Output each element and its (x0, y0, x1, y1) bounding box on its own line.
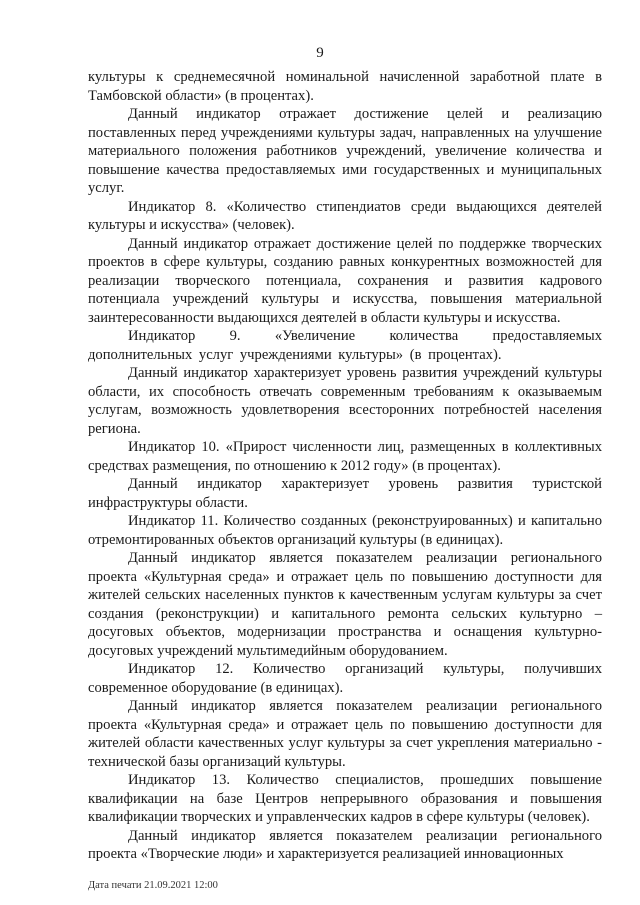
document-body (88, 68, 602, 864)
paragraph-indicator-9: Индикатор 9. «Увеличение количества предоставляемых дополнительных услуг учреждениями культуры» (в процентах). (88, 328, 602, 363)
paragraph-indicator-7-description: Данный индикатор отражает достижение целей и реализацию поставленных перед учреждениями культуры задач, направленных на улучшение материального положения работников учреждений, увеличение количества и повышение качества предоставляемых ими государственных и муниципальных услуг. (88, 106, 602, 196)
paragraph-indicator-13-description: Данный индикатор является показателем реализации регионального проекта «Творческие люди» и характеризуется реализацией инновационных (88, 827, 602, 862)
print-date-footer: Дата печати 21.09.2021 12:00 (88, 880, 218, 891)
paragraph-continuation: культуры к среднемесячной номинальной начисленной заработной плате в Тамбовской области» (в процентах). (88, 69, 602, 104)
paragraph-indicator-9-description: Данный индикатор характеризует уровень развития учреждений культуры области, их способность отвечать современным требованиям к оказываемым услугам, возможность удовлетворения всесторонних потребностей населения региона. (88, 365, 602, 437)
paragraph-indicator-8: Индикатор 8. «Количество стипендиатов среди выдающихся деятелей культуры и искусства» (человек). (88, 198, 602, 233)
paragraph-indicator-13: Индикатор 13. Количество специалистов, прошедших повышение квалификации на базе Центров непрерывного образования и повышения квалификации творческих и управленческих кадров в сфере культуры (человек). (88, 772, 602, 825)
paragraph-indicator-12: Индикатор 12. Количество организаций культуры, получивших современное оборудование (в единицах). (88, 661, 602, 696)
page-number: 9 (316, 45, 324, 61)
paragraph-indicator-10: Индикатор 10. «Прирост численности лиц, размещенных в коллективных средствах размещения, по отношению к 2012 году» (в процентах). (88, 439, 602, 474)
paragraph-indicator-8-description: Данный индикатор отражает достижение целей по поддержке творческих проектов в сфере культуры, созданию равных конкурентных возможностей для реализации творческого потенциала, сохранения и развития кадрового потенциала учреждений культуры и искусства, повышения материальной заинтересованности выдающихся деятелей в области культуры и искусства. (88, 235, 602, 326)
paragraph-indicator-12-description: Данный индикатор является показателем реализации регионального проекта «Культурная среда» и отражает цель по повышению доступности для жителей области качественных услуг культуры за счет укрепления материально - технической базы организаций культуры. (88, 698, 602, 770)
paragraph-indicator-10-description: Данный индикатор характеризует уровень развития туристской инфраструктуры области. (88, 476, 602, 511)
paragraph-indicator-11: Индикатор 11. Количество созданных (реконструированных) и капитально отремонтированных объектов организаций культуры (в единицах). (88, 513, 602, 548)
paragraph-indicator-11-description: Данный индикатор является показателем реализации регионального проекта «Культурная среда» и отражает цель по повышению доступности для жителей сельских населенных пунктов к качественным услугам культуры за счет создания (реконструкции) и капитального ремонта сельских культурно – досуговых объектов, модернизации пространства и оснащения культурно-досуговых учреждений мультимедийным оборудованием. (88, 550, 602, 659)
